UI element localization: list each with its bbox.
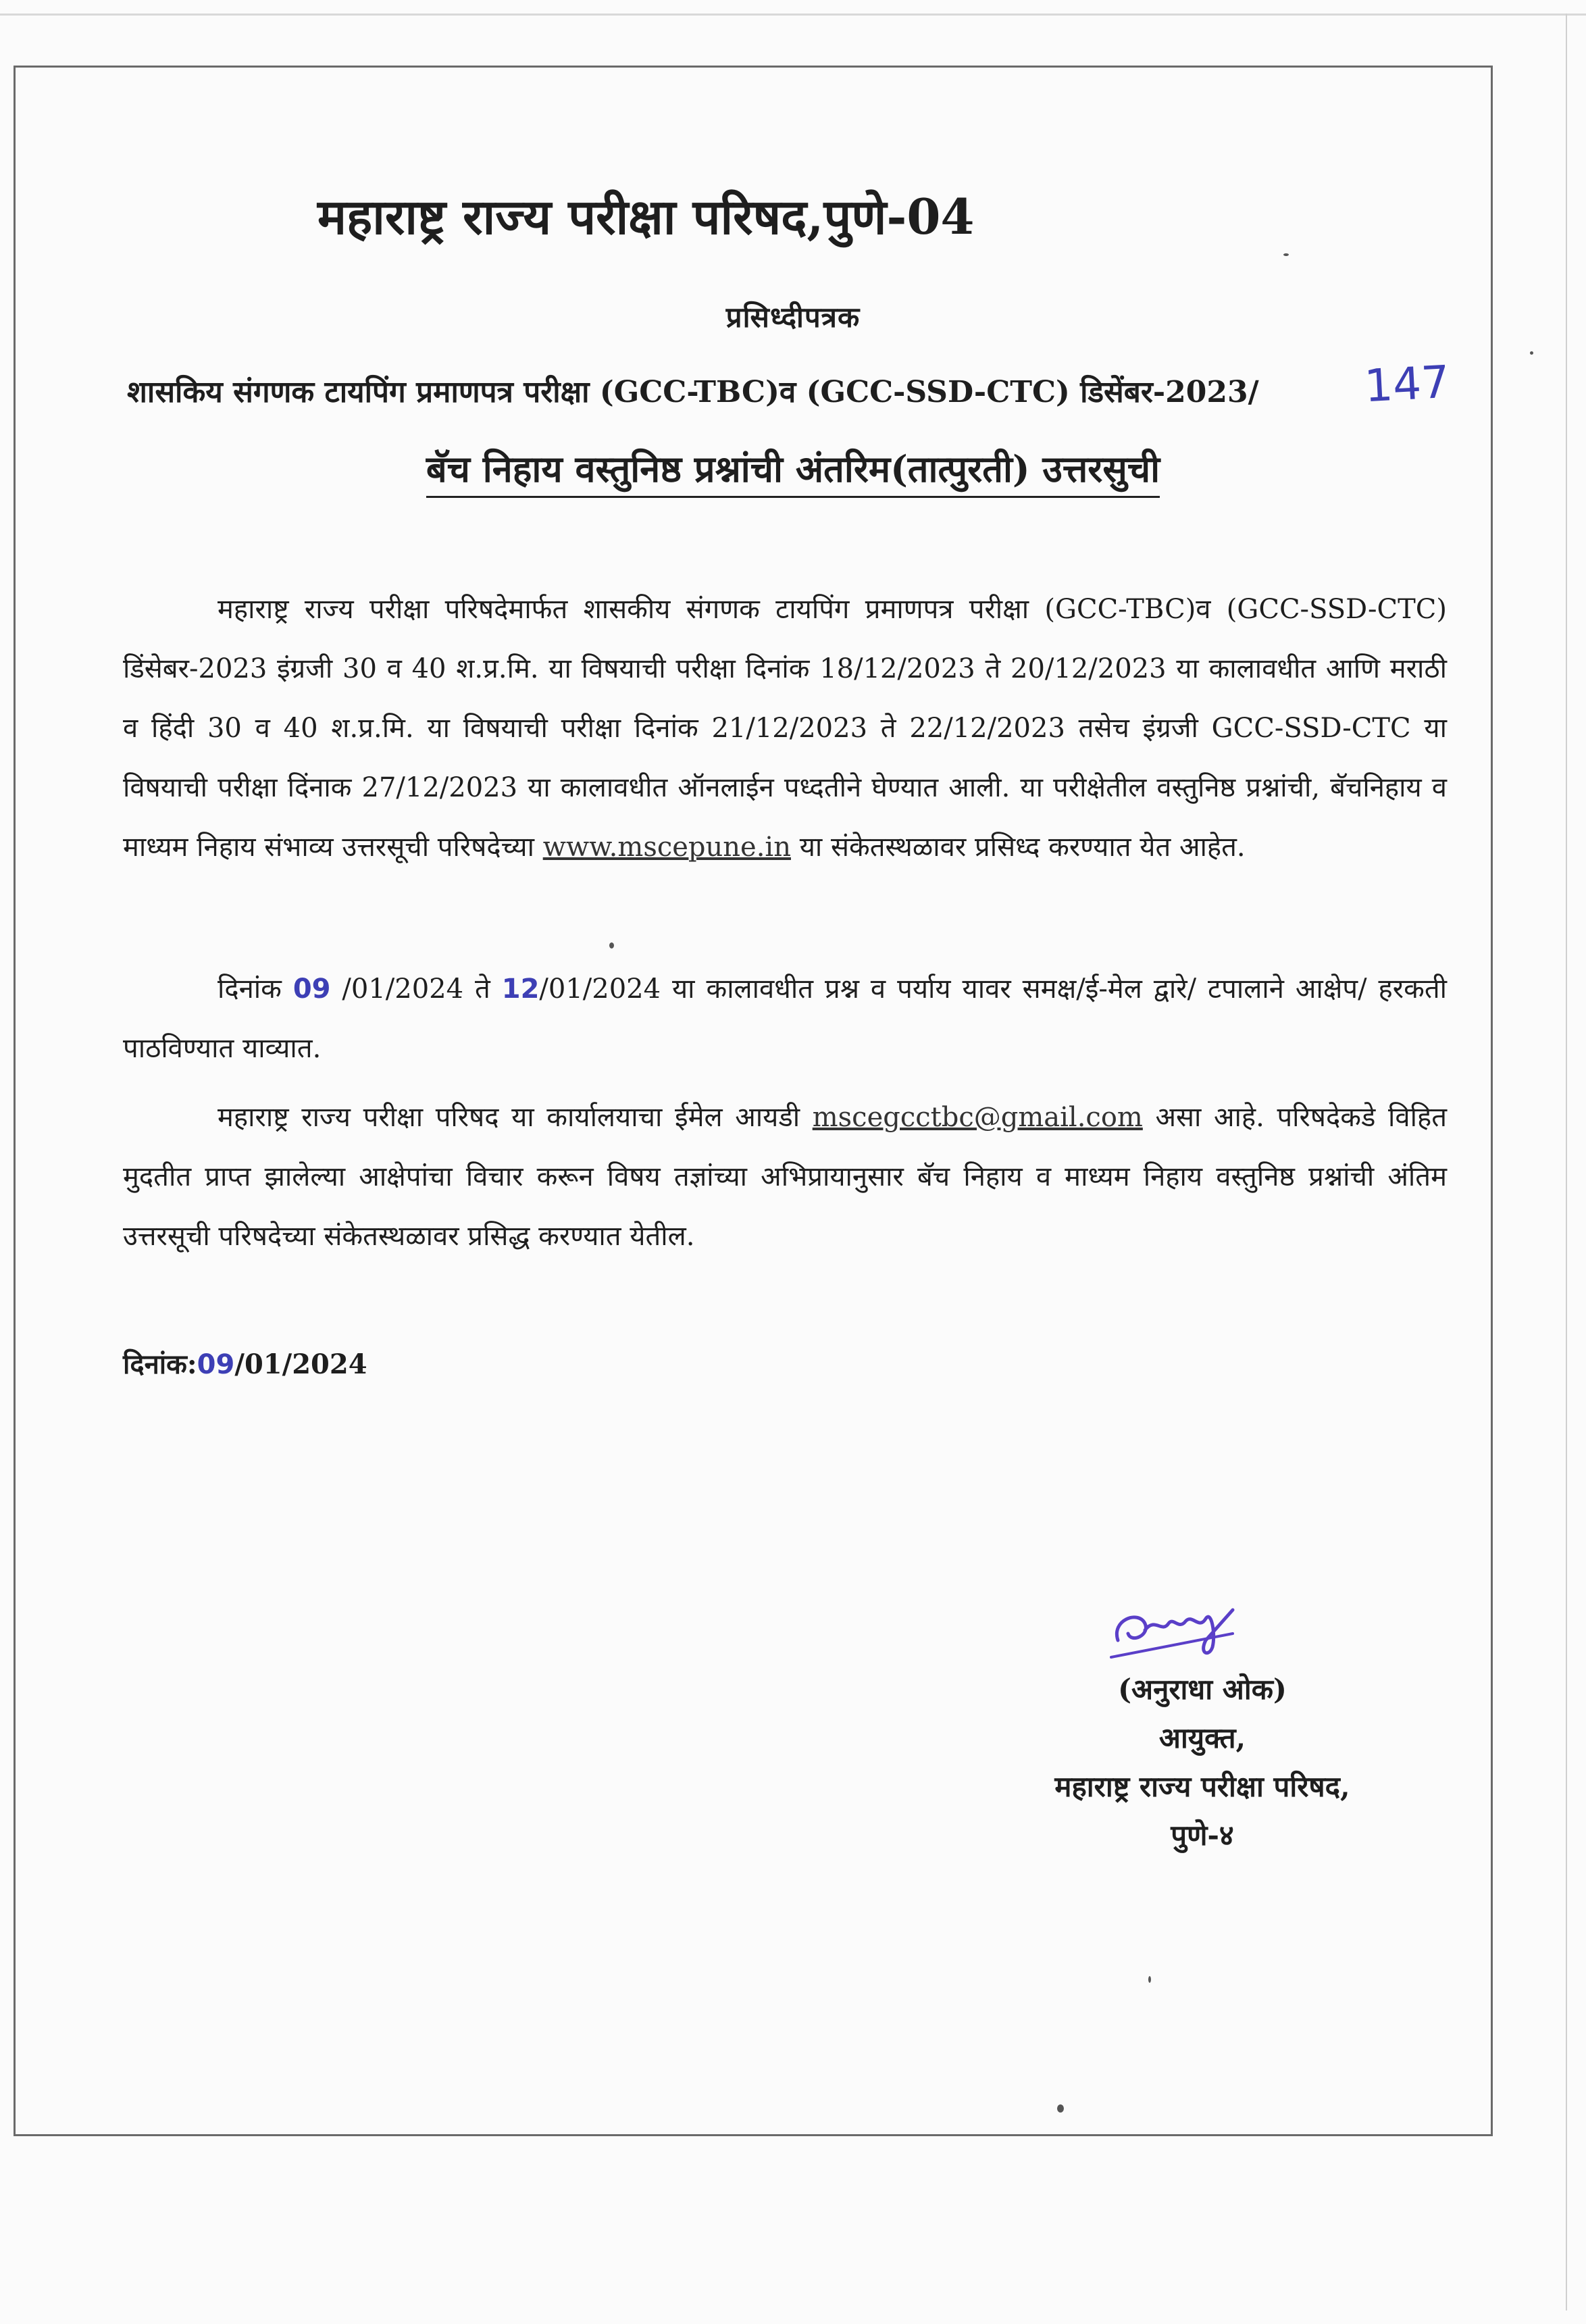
scan-top-edge xyxy=(0,14,1586,16)
para2-rest: /01/2024 या कालावधीत प्रश्न व पर्याय यावर समक्ष/ई-मेल द्वारे/ टपालाने आक्षेप/ हरकती पाठविण्यात याव्यात. xyxy=(123,974,1447,1064)
date-rest: /01/2024 xyxy=(234,1348,367,1380)
scan-speck xyxy=(1057,2104,1064,2113)
scan-right-edge xyxy=(1566,14,1567,2310)
office-title: महाराष्ट्र राज्य परीक्षा परिषद,पुणे-04 xyxy=(317,188,975,245)
answer-key-title xyxy=(0,443,1586,492)
website-link[interactable]: www.mscepune.in xyxy=(542,832,791,863)
handwritten-end-day: 12 xyxy=(501,974,540,1005)
scan-speck xyxy=(1283,253,1289,256)
scan-speck xyxy=(1530,351,1533,355)
para3-text: महाराष्ट्र राज्य परीक्षा परिषद या कार्यालयाचा ईमेल आयडी xyxy=(218,1102,813,1133)
signatory-city: पुणे-४ xyxy=(1171,1819,1234,1852)
signatory-block xyxy=(1013,1665,1391,1860)
signature-scribble xyxy=(1098,1593,1260,1667)
paragraph-email-info xyxy=(123,1088,1447,1266)
press-release-label: प्रसिध्दीपत्रक xyxy=(725,301,861,334)
para1-text: महाराष्ट्र राज्य परीक्षा परिषदेमार्फत शासकीय संगणक टायपिंग प्रमाणपत्र परीक्षा (GCC-TBC)व (GCC-SSD-CTC) डिंसेबर-2023 इंग्रजी 30 व 40 श.प्र.मि. या विषयाची परीक्षा दिनांक 18/12/2023 ते 20/12/2023 या कालावधीत आणि मराठी व हिंदी 30 व 40 श.प्र.मि. या विषयाची परीक्षा दिनांक 21/12/2023 ते 22/12/2023 तसेच इंग्रजी GCC-SSD-CTC या विषयाची परीक्षा दिंनाक 27/12/2023 या कालावधीत ऑनलाईन पध्दतीने घेण्यात आली. या परीक्षेतील वस्तुनिष्ठ प्रश्नांची, बॅचनिहाय व माध्यम निहाय संभाव्य उत्तरसूची परिषदेच्या xyxy=(123,594,1447,863)
answer-key-title-text: बॅच निहाय वस्तुनिष्ठ प्रश्नांची अंतरिम(तात्पुरती) उत्तरसुची xyxy=(426,447,1160,498)
issue-date xyxy=(123,1344,367,1382)
signatory-name: (अनुराधा ओक) xyxy=(1118,1673,1287,1706)
scan-speck xyxy=(609,942,614,949)
paragraph-objection-period xyxy=(123,959,1447,1078)
email-link[interactable]: mscegcctbc@gmail.com xyxy=(812,1102,1143,1133)
scan-speck xyxy=(1148,1976,1151,1983)
handwritten-start-day: 09 xyxy=(292,974,331,1005)
para2-lead: दिनांक xyxy=(218,974,293,1005)
para2-mid: /01/2024 ते xyxy=(330,974,502,1005)
exam-subject-line: शासकिय संगणक टायपिंग प्रमाणपत्र परीक्षा (GCC-TBC)व (GCC-SSD-CTC) डिसेंबर-2023/ xyxy=(127,375,1259,409)
paragraph-exam-details xyxy=(123,580,1447,877)
signatory-office: महाराष्ट्र राज्य परीक्षा परिषद, xyxy=(1054,1770,1350,1803)
handwritten-date-day: 09 xyxy=(197,1349,235,1380)
para1-tail: या संकेतस्थळावर प्रसिध्द करण्यात येत आहेत. xyxy=(791,832,1246,863)
handwritten-reference-number: 147 xyxy=(1363,355,1451,413)
date-label: दिनांक: xyxy=(123,1348,197,1380)
signatory-designation: आयुक्त, xyxy=(1158,1721,1246,1754)
para3-tail: असा आहे. परिषदेकडे विहित मुदतीत प्राप्त झालेल्या आक्षेपांचा विचार करून विषय तज्ञांच्या अभिप्रायानुसार बॅच निहाय व माध्यम निहाय वस्तुनिष्ठ प्रश्नांची अंतिम उत्तरसूची परिषदेच्या संकेतस्थळावर प्रसिद्ध करण्यात येतील. xyxy=(123,1102,1447,1252)
